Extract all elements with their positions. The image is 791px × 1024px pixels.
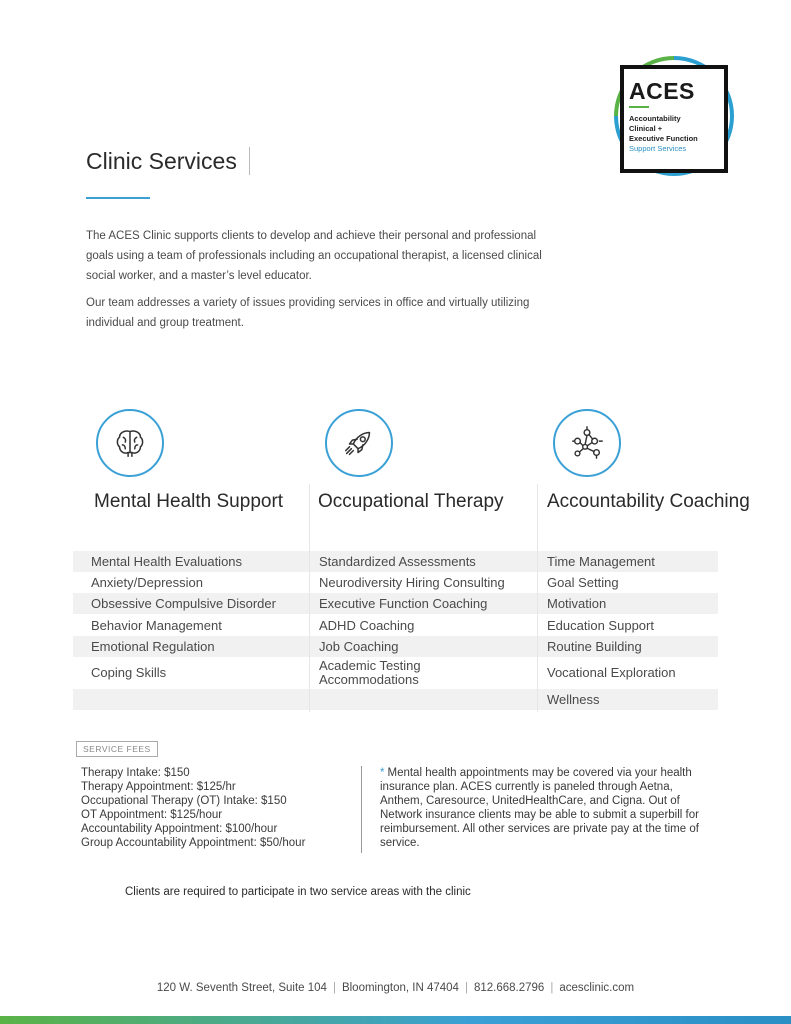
heading-occupational-therapy: Occupational Therapy — [318, 491, 504, 512]
list-item: Routine Building — [538, 636, 718, 657]
fees-list — [81, 766, 305, 850]
bottom-gradient-bar — [0, 1016, 791, 1024]
list-item — [538, 657, 718, 689]
fee-item: Therapy Appointment: $125/hr — [81, 781, 236, 793]
aces-logo — [612, 54, 736, 178]
page-title: Clinic Services — [86, 147, 250, 175]
network-icon — [553, 409, 621, 477]
fee-item: Occupational Therapy (OT) Intake: $150 — [81, 795, 287, 807]
list-item: ADHD Coaching — [319, 618, 415, 633]
fee-item: Accountability Appointment: $100/hour — [81, 823, 278, 835]
list-item — [310, 657, 537, 689]
logo-underline — [629, 106, 649, 108]
footer-city: Bloomington, IN 47404 — [341, 982, 459, 994]
list-item-empty — [73, 689, 309, 710]
brain-icon — [96, 409, 164, 477]
heading-mental-health: Mental Health Support — [94, 491, 284, 512]
intro-paragraph-1: The ACES Clinic supports clients to develop and achieve their personal and professional goals using a team of professionals including an occupational therapist, a licensed clinical social worker, and a master’s level educator. — [86, 230, 542, 282]
logo-line-4: Support Services — [629, 144, 687, 153]
note-asterisk: * — [380, 767, 385, 779]
logo-line-3: Executive Function — [629, 134, 698, 143]
footer-divider: | — [332, 982, 336, 994]
logo-subtitle — [629, 114, 698, 144]
list-item: Mental Health Evaluations — [73, 551, 309, 572]
list-item: Education Support — [547, 618, 654, 633]
insurance-note — [380, 766, 715, 850]
list-item: Behavior Management — [91, 618, 222, 633]
list-item: Emotional Regulation — [73, 636, 309, 657]
list-item: Motivation — [538, 593, 718, 614]
list-item: Wellness — [538, 689, 718, 710]
rocket-icon — [325, 409, 393, 477]
heading-accountability-coaching: Accountability Coaching — [547, 491, 750, 512]
list-item: Obsessive Compulsive Disorder — [73, 593, 309, 614]
logo-title: ACES — [629, 78, 695, 104]
fees-divider — [361, 766, 362, 853]
fee-item: Therapy Intake: $150 — [81, 767, 190, 779]
list-item: Standardized Assessments — [310, 551, 537, 572]
footer-website[interactable]: acesclinic.com — [559, 982, 635, 994]
requirement-text: Clients are required to participate in two service areas with the clinic — [125, 886, 471, 898]
fee-item: OT Appointment: $125/hour — [81, 809, 223, 821]
footer-divider: | — [550, 982, 554, 994]
list-item: Executive Function Coaching — [310, 593, 537, 614]
list-item-text: Coping Skills — [91, 665, 167, 680]
list-item: Neurodiversity Hiring Consulting — [319, 575, 505, 590]
footer-divider: | — [464, 982, 468, 994]
list-item-empty — [310, 689, 537, 710]
logo-line-1: Accountability — [629, 114, 681, 123]
list-item: Goal Setting — [547, 575, 619, 590]
service-fees-label: SERVICE FEES — [76, 741, 158, 757]
footer-phone[interactable]: 812.668.2796 — [473, 982, 545, 994]
intro-paragraph-2: Our team addresses a variety of issues providing services in office and virtually utilizing individual and group treatment. — [86, 297, 530, 329]
footer-address: 120 W. Seventh Street, Suite 104 — [156, 982, 327, 994]
list-item: Job Coaching — [310, 636, 537, 657]
insurance-note-text: Mental health appointments may be covered via your health insurance plan. ACES currently is paneled through Aetna, Anthem, Caresource, UnitedHealthCare, and Cigna. Out of Network insurance clients may be able to submit a superbill for reimbursement. All other services are private pay at the time of service. — [380, 767, 699, 849]
fee-item: Group Accountability Appointment: $50/hour — [81, 837, 306, 849]
list-item — [73, 657, 309, 689]
list-item: Anxiety/Depression — [91, 575, 203, 590]
list-item-text: Academic Testing Accommodations — [319, 658, 421, 687]
title-underline — [86, 197, 150, 199]
list-item-text: Vocational Exploration — [547, 665, 676, 680]
list-item: Time Management — [538, 551, 718, 572]
logo-line-2: Clinical + — [629, 124, 663, 133]
footer — [0, 982, 791, 994]
